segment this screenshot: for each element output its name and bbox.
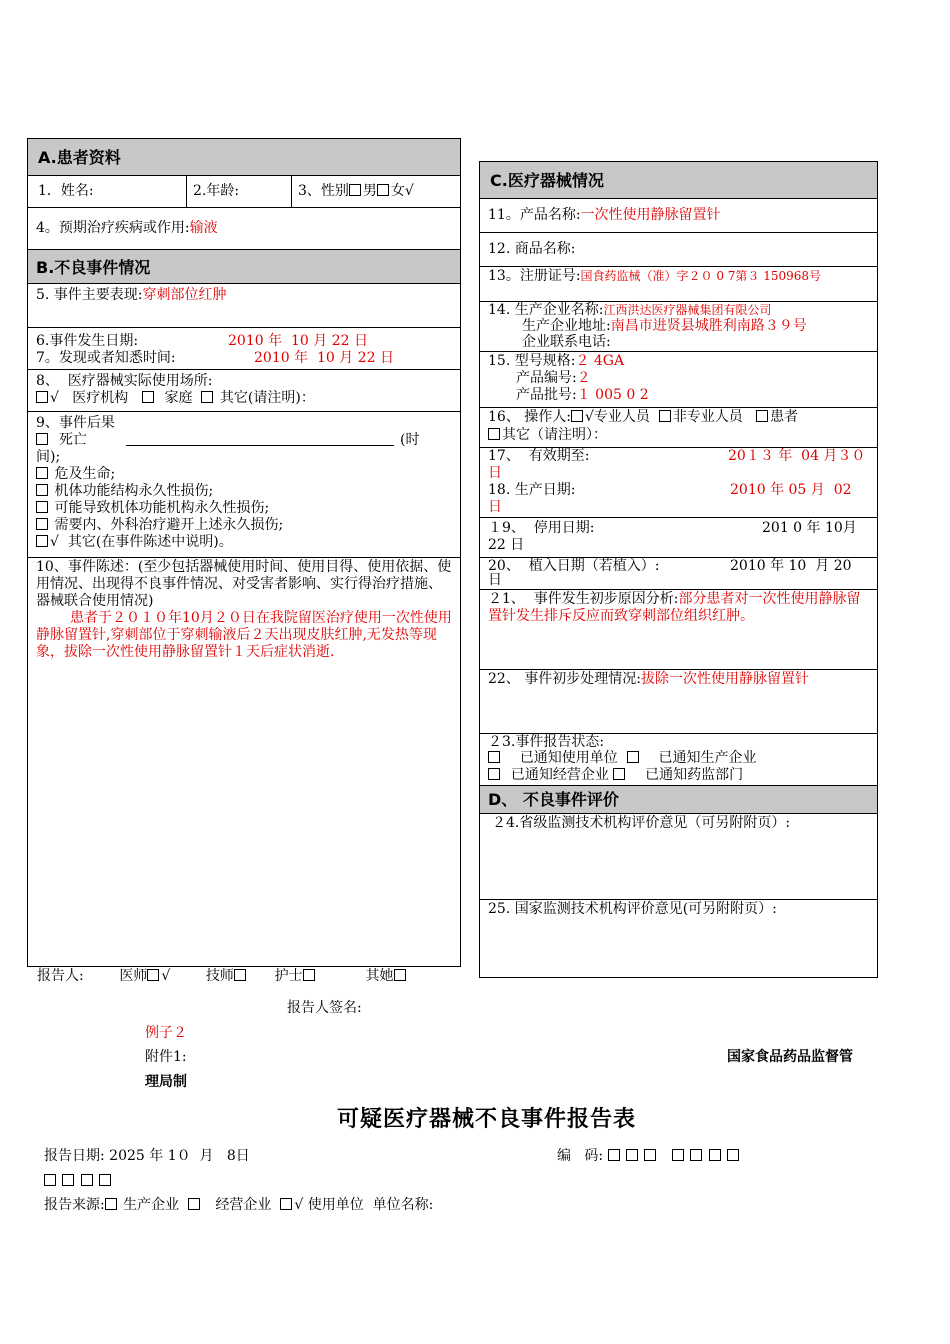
status-line1 (488, 750, 757, 767)
place-hospital-label: 医疗机构 (72, 390, 129, 406)
diagnosis-value: 输液 (189, 220, 218, 236)
life-threat-label: 危及生命; (54, 466, 116, 482)
product-label: 11。产品名称: (488, 207, 581, 223)
nurse-checkbox[interactable] (303, 969, 315, 981)
name-label: 1．姓名: (38, 183, 94, 199)
possible-damage-label: 可能导致机体功能机构永久性损伤; (54, 500, 270, 516)
event-date-label: 6.事件发生日期: (36, 333, 139, 349)
code-box[interactable] (672, 1149, 684, 1161)
code-box[interactable] (644, 1149, 656, 1161)
operator-label: 16、 操作人: (488, 409, 571, 425)
unit-name-label: 单位名称: (372, 1197, 434, 1213)
other-consequence-option (36, 534, 233, 551)
status-line2 (488, 767, 743, 784)
other-reporter-checkbox[interactable] (394, 969, 406, 981)
manufacturer-address-field (522, 318, 807, 335)
form-title: 可疑医疗器械不良事件报告表 (337, 1107, 637, 1132)
product-value: 一次性使用静脉留置针 (580, 207, 721, 223)
right-form-panel (479, 161, 878, 978)
event-date-row (28, 327, 460, 369)
section-c-header (480, 162, 877, 198)
registration-row (480, 266, 877, 301)
production-label: 18. 生产日期: (488, 482, 576, 498)
model-value: ２ 4GA (575, 353, 625, 369)
operator-check-mark: √ (584, 409, 594, 425)
operator-pro-checkbox[interactable] (571, 410, 583, 422)
code-box[interactable] (44, 1174, 56, 1186)
status-mfr-label: 已通知生产企业 (658, 750, 757, 766)
operator-other-label: 其它（请注明）： (502, 427, 607, 443)
source-check-mark: √ (294, 1197, 304, 1213)
consequence-label: 9、事件后果 (36, 415, 115, 431)
manufacturer-address-label: 生产企业地址: (522, 318, 611, 334)
place-check-mark: √ (50, 390, 59, 406)
implant-date-label: 20、 植入日期（若植入）: (488, 558, 660, 574)
registration-value: 国食药监械（准）字２０ 0 7第３ 150968号 (580, 269, 822, 283)
stop-date-value: 201 0 年 10月 (762, 520, 857, 536)
section-a-title: A.患者资料 (38, 148, 121, 167)
sex-label: 3、性别 (298, 183, 349, 199)
reporter-line (37, 968, 408, 985)
event-date-value: 2010 年 10 月 22 日 (228, 333, 368, 349)
provincial-eval-row (480, 813, 877, 899)
handling-label: 22、 事件初步处理情况: (488, 671, 641, 687)
other-consequence-label: 其它(在事件陈述中说明)。 (67, 534, 233, 550)
death-time-label: (时 (400, 432, 420, 448)
model-field (488, 353, 624, 370)
manufacturer-value: 江西洪达医疗器械集团有限公司 (603, 303, 772, 317)
section-c-title: C.医疗器械情况 (490, 171, 604, 190)
national-eval-label: 25. 国家监测技术机构评价意见(可另附附页）: (488, 901, 777, 917)
code-box[interactable] (690, 1149, 702, 1161)
technician-checkbox[interactable] (234, 969, 246, 981)
place-other-checkbox[interactable] (201, 391, 213, 403)
other-consequence-checkbox[interactable] (36, 535, 48, 547)
use-place-row (28, 369, 460, 411)
manufacturer-label: 14. 生产企业名称: (488, 302, 604, 318)
attachment-label: 附件1: (145, 1049, 187, 1065)
handling-row (480, 669, 877, 733)
source-dist-checkbox[interactable] (188, 1198, 200, 1210)
diagnosis-row (28, 207, 460, 249)
source-label: 报告来源: (44, 1197, 105, 1213)
nurse-label: 护士 (274, 968, 303, 984)
operator-nonpro-checkbox[interactable] (659, 410, 671, 422)
use-place-label: 8、 医疗器械实际使用场所: (36, 373, 213, 389)
manufacturer-row (480, 301, 877, 351)
place-home-label: 家庭 (164, 390, 193, 406)
model-label: 15. 型号规格: (488, 353, 576, 369)
age-label: 2.年龄: (193, 183, 240, 199)
code-box[interactable] (99, 1174, 111, 1186)
place-home-checkbox[interactable] (142, 391, 154, 403)
permanent-damage-checkbox[interactable] (36, 484, 48, 496)
trade-name-label: 12. 商品名称: (488, 241, 576, 257)
death-option (36, 432, 87, 449)
operator-pro-label: 专业人员 (593, 409, 650, 425)
expiry-label: 17、 有效期至: (488, 448, 590, 464)
permanent-damage-label: 机体功能结构永久性损伤; (54, 483, 214, 499)
batch-field (516, 387, 649, 404)
consequence-row (28, 411, 460, 557)
code-box[interactable] (62, 1174, 74, 1186)
signature-label: 报告人签名: (287, 1000, 362, 1016)
sex-check-mark: √ (404, 183, 414, 199)
description-value: 患者于２０１０年10月２０日在我院留医治疗使用一次性使用静脉留置针,穿刺部位于穿刺输液后２天出现皮肤红肿,无发热等现象，拔除一次性使用静脉留置针１天后症状消逝. (36, 610, 452, 660)
possible-damage-option (36, 500, 269, 517)
product-row (480, 198, 877, 232)
source-user-label: 使用单位 (307, 1197, 364, 1213)
agency-label2: 理局制 (145, 1074, 187, 1090)
patient-basic-row (28, 175, 460, 207)
section-b-header (28, 249, 460, 283)
code-boxes-row2 (44, 1173, 113, 1190)
known-date-label: 7。发现或者知悉时间: (36, 350, 176, 366)
code-box[interactable] (727, 1149, 739, 1161)
place-other-label: 其它(请注明)： (219, 390, 315, 406)
section-b-title: B.不良事件情况 (36, 258, 151, 277)
death-time-label2: 间); (36, 449, 61, 465)
cause-value: 部分患者对一次性使用静脉留置针发生排斥反应而致穿刺部位组织红肿。 (488, 591, 861, 624)
life-threat-option (36, 466, 115, 483)
implant-date-value2: 日 (488, 572, 502, 588)
production-value: 2010 年 05 月 02 日 (488, 482, 856, 515)
cause-label: ２1、 事件发生初步原因分析: (488, 591, 679, 607)
expiry-row (480, 447, 877, 517)
registration-label: 13。注册证号: (488, 268, 581, 284)
status-fda-label: 已通知药监部门 (645, 767, 744, 783)
model-row (480, 351, 877, 407)
section-d-header (480, 785, 877, 813)
sex-field (298, 183, 414, 200)
serial-value: ２ (576, 370, 591, 386)
batch-label: 产品批号: (516, 387, 577, 403)
stop-date-row (480, 517, 877, 557)
left-form-panel (27, 138, 461, 967)
operator-row (480, 407, 877, 447)
national-eval-row (480, 899, 877, 979)
death-time-line (126, 445, 394, 446)
status-user-label: 已通知使用单位 (519, 750, 618, 766)
known-date-value: 2010 年 10 月 22 日 (254, 350, 394, 366)
sex-female-checkbox[interactable] (377, 184, 389, 196)
stop-date-label: １9、 停用日期: (488, 520, 595, 536)
sex-female-label: 女 (390, 183, 405, 199)
report-status-label: ２3.事件报告状态: (488, 734, 605, 750)
intervention-checkbox[interactable] (36, 518, 48, 530)
trade-name-row (480, 232, 877, 266)
expiry-value: 20１３ 年 04 月３０ 日 (488, 448, 870, 481)
product-field (488, 207, 721, 224)
diagnosis-label: 4。预期治疗疾病或作用: (36, 220, 190, 236)
cause-row (480, 589, 877, 669)
life-threat-checkbox[interactable] (36, 467, 48, 479)
doctor-label: 医师 (119, 968, 148, 984)
manufacturer-address-value: 南昌市进贤县城胜利南路３９号 (610, 318, 807, 334)
place-hospital-checkbox[interactable] (36, 391, 48, 403)
operator-patient-checkbox[interactable] (756, 410, 768, 422)
serial-field (516, 370, 591, 387)
source-mfr-label: 生产企业 (123, 1197, 180, 1213)
doctor-checkbox[interactable] (147, 969, 159, 981)
handling-field (488, 671, 871, 688)
manufacturer-phone-label: 企业联系电话: (522, 334, 611, 350)
section-a-header (28, 139, 460, 175)
diagnosis-field (36, 220, 218, 237)
death-checkbox[interactable] (36, 433, 48, 445)
cause-field (488, 591, 871, 625)
reporter-label: 报告人: (37, 968, 84, 984)
operator-options (488, 409, 798, 426)
operator-nonpro-label: 非专业人员 (672, 409, 743, 425)
status-dist-checkbox[interactable] (488, 768, 500, 780)
operator-patient-label: 患者 (770, 409, 799, 425)
operator-other-checkbox[interactable] (488, 428, 500, 440)
implant-date-value: 2010 年 10 月 20 (730, 558, 852, 574)
manifest-value: 穿刺部位红肿 (142, 287, 227, 303)
sex-male-checkbox[interactable] (349, 184, 361, 196)
section-d-title: D、 不良事件评价 (488, 790, 619, 809)
intervention-label: 需要内、外科治疗避开上述永久损伤; (54, 517, 284, 533)
code-box[interactable] (709, 1149, 721, 1161)
code-label: 编 码: (557, 1148, 604, 1164)
provincial-eval-label: ２4.省级监测技术机构评价意见（可另附附页）: (492, 815, 791, 831)
death-label: 死亡 (58, 432, 87, 448)
code-box[interactable] (608, 1149, 620, 1161)
manifest-label: 5. 事件主要表现: (36, 287, 143, 303)
registration-field (488, 268, 871, 285)
manifest-row (28, 283, 460, 327)
source-mfr-checkbox[interactable] (105, 1198, 117, 1210)
source-dist-label: 经营企业 (215, 1197, 272, 1213)
permanent-damage-option (36, 483, 213, 500)
agency-label: 国家食品药品监督管 (727, 1049, 853, 1065)
description-label: 10、事件陈述：(至少包括器械使用时间、使用目得、使用依据、使用情况、出现得不良事件情况、对受害者影响、实行得治疗措施、器械联合使用情况) (36, 559, 452, 609)
other-reporter-label: 其她 (365, 968, 394, 984)
source-line (44, 1197, 433, 1214)
sex-male-label: 男 (362, 183, 377, 199)
handling-value: 拔除一次性使用静脉留置针 (640, 671, 809, 687)
status-user-checkbox[interactable] (488, 751, 500, 763)
example-label: 例子２ (145, 1025, 187, 1041)
operator-other-option (488, 427, 607, 444)
status-mfr-checkbox[interactable] (627, 751, 639, 763)
serial-label: 产品编号: (516, 370, 577, 386)
stop-date-value2: 22 日 (488, 537, 525, 553)
code-box[interactable] (81, 1174, 93, 1186)
other-check-mark: √ (50, 534, 59, 550)
report-date: 报告日期: 2025 年 1０ 月 8日 (44, 1148, 250, 1164)
status-fda-checkbox[interactable] (613, 768, 625, 780)
manufacturer-field (488, 302, 771, 319)
implant-date-row (480, 557, 877, 589)
batch-value: １ 005 0 2 (576, 387, 649, 403)
possible-damage-checkbox[interactable] (36, 501, 48, 513)
description-row (28, 557, 460, 968)
source-user-checkbox[interactable] (280, 1198, 292, 1210)
status-dist-label: 已通知经营企业 (510, 767, 609, 783)
use-place-options (36, 390, 315, 407)
code-box[interactable] (626, 1149, 638, 1161)
manifest-field (36, 287, 227, 304)
report-status-row (480, 733, 877, 785)
intervention-option (36, 517, 283, 534)
technician-label: 技师 (205, 968, 234, 984)
code-field (557, 1148, 741, 1165)
doctor-check-mark: √ (161, 968, 171, 984)
